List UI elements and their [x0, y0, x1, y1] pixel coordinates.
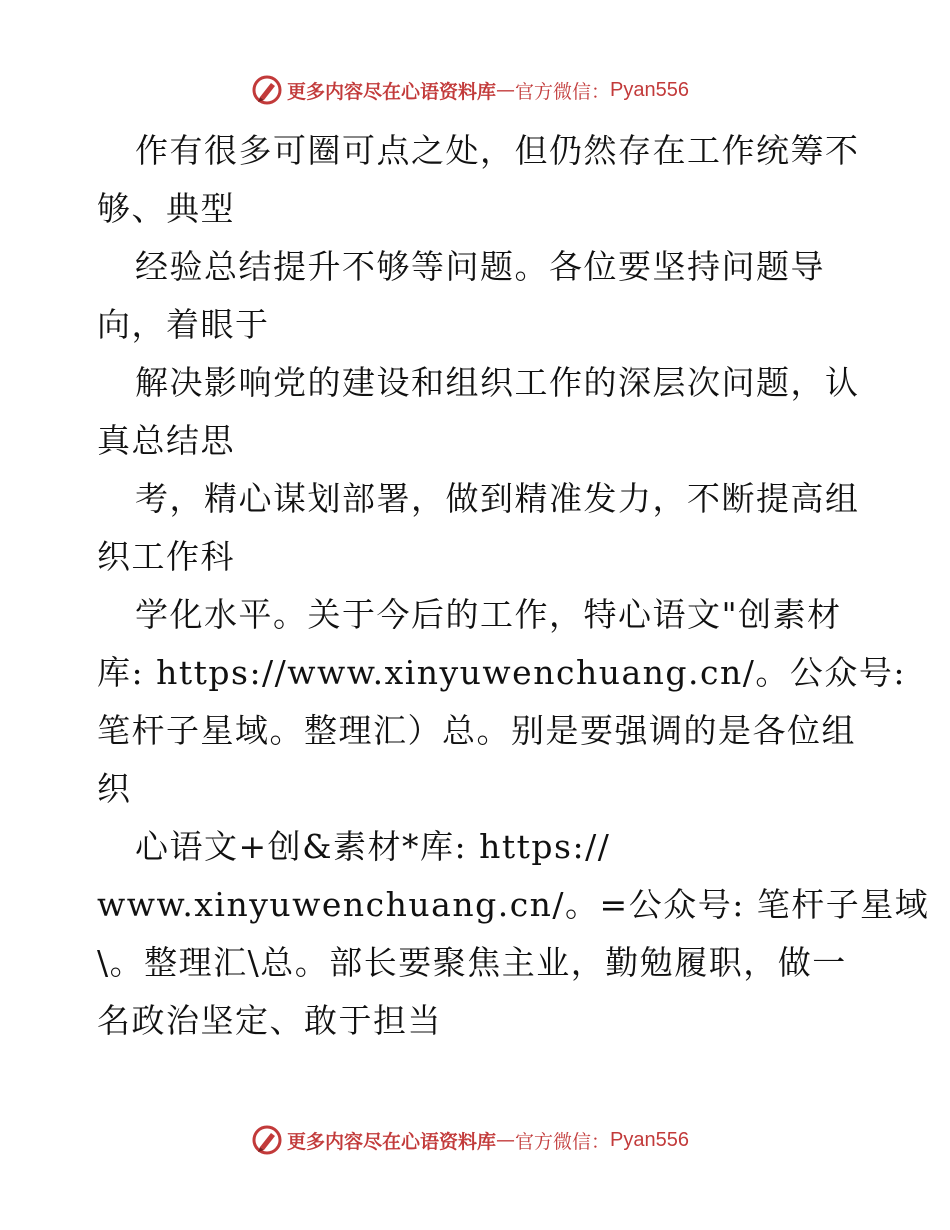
- footer-wechat-id: Pyan556: [610, 1128, 689, 1151]
- footer-separator: —: [496, 1129, 516, 1151]
- pen-logo-icon: [251, 1124, 283, 1156]
- footer-wechat-label: 官方微信：: [515, 1130, 611, 1153]
- header-wechat-id: Pyan556: [610, 78, 689, 101]
- body-line: 学化水平。关于今后的工作，特心语文"创素材: [135, 595, 842, 634]
- header-separator: —: [496, 79, 516, 101]
- body-line: 织工作科: [97, 537, 235, 576]
- body-line: 解决影响党的建设和组织工作的深层次问题，认: [135, 363, 860, 402]
- body-line: 库: https://www.xinyuwenchuang.cn/。公众号:: [97, 653, 906, 692]
- document-body: [97, 122, 930, 1050]
- header-banner: [0, 70, 950, 110]
- pen-logo-icon: [251, 74, 283, 106]
- body-line: 够、典型: [97, 189, 235, 228]
- body-line: 真总结思: [97, 421, 235, 460]
- header-wechat-label: 官方微信：: [515, 80, 611, 103]
- body-line: 考，精心谋划部署，做到精准发力，不断提高组: [135, 479, 860, 518]
- header-banner-text: 更多内容尽在心语资料库: [287, 80, 497, 103]
- body-line: 织: [97, 769, 132, 808]
- body-line: 心语文+创&素材*库: https://: [135, 827, 611, 866]
- body-line: 作有很多可圈可点之处，但仍然存在工作统筹不: [135, 131, 860, 170]
- body-line: 名政治坚定、敢于担当: [97, 1001, 442, 1040]
- footer-banner-text: 更多内容尽在心语资料库: [287, 1130, 497, 1153]
- body-line: \。整理汇\总。部长要聚焦主业，勤勉履职，做一: [97, 943, 847, 982]
- footer-banner: [0, 1120, 950, 1160]
- body-line: 经验总结提升不够等问题。各位要坚持问题导: [135, 247, 825, 286]
- body-line: 笔杆子星域。整理汇）总。别是要强调的是各位组: [97, 711, 856, 750]
- body-line: 向，着眼于: [97, 305, 270, 344]
- body-line: www.xinyuwenchuang.cn/。=公众号: 笔杆子星域: [97, 885, 930, 924]
